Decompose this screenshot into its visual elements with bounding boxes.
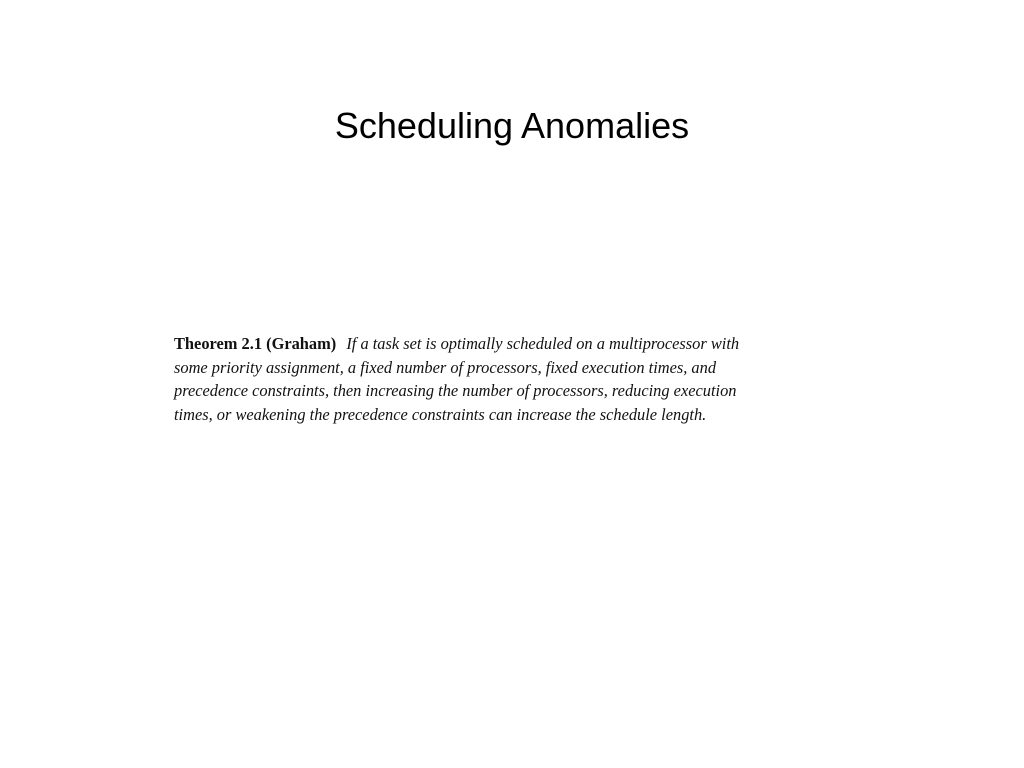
slide-title: Scheduling Anomalies xyxy=(334,105,690,146)
theorem-text: times, or weakening the precedence constraints can increase the schedule length. xyxy=(174,404,707,424)
theorem-label: Theorem 2.1 (Graham) xyxy=(174,334,337,353)
theorem-excerpt xyxy=(174,332,846,426)
theorem-text: some priority assignment, a fixed number of processors, fixed execution times, and xyxy=(174,357,717,377)
theorem-line-1 xyxy=(174,332,846,356)
theorem-text: precedence constraints, then increasing the number of processors, reducing execution xyxy=(174,381,737,400)
theorem-text: If a task set is optimally scheduled on a multiprocessor with xyxy=(346,334,740,353)
